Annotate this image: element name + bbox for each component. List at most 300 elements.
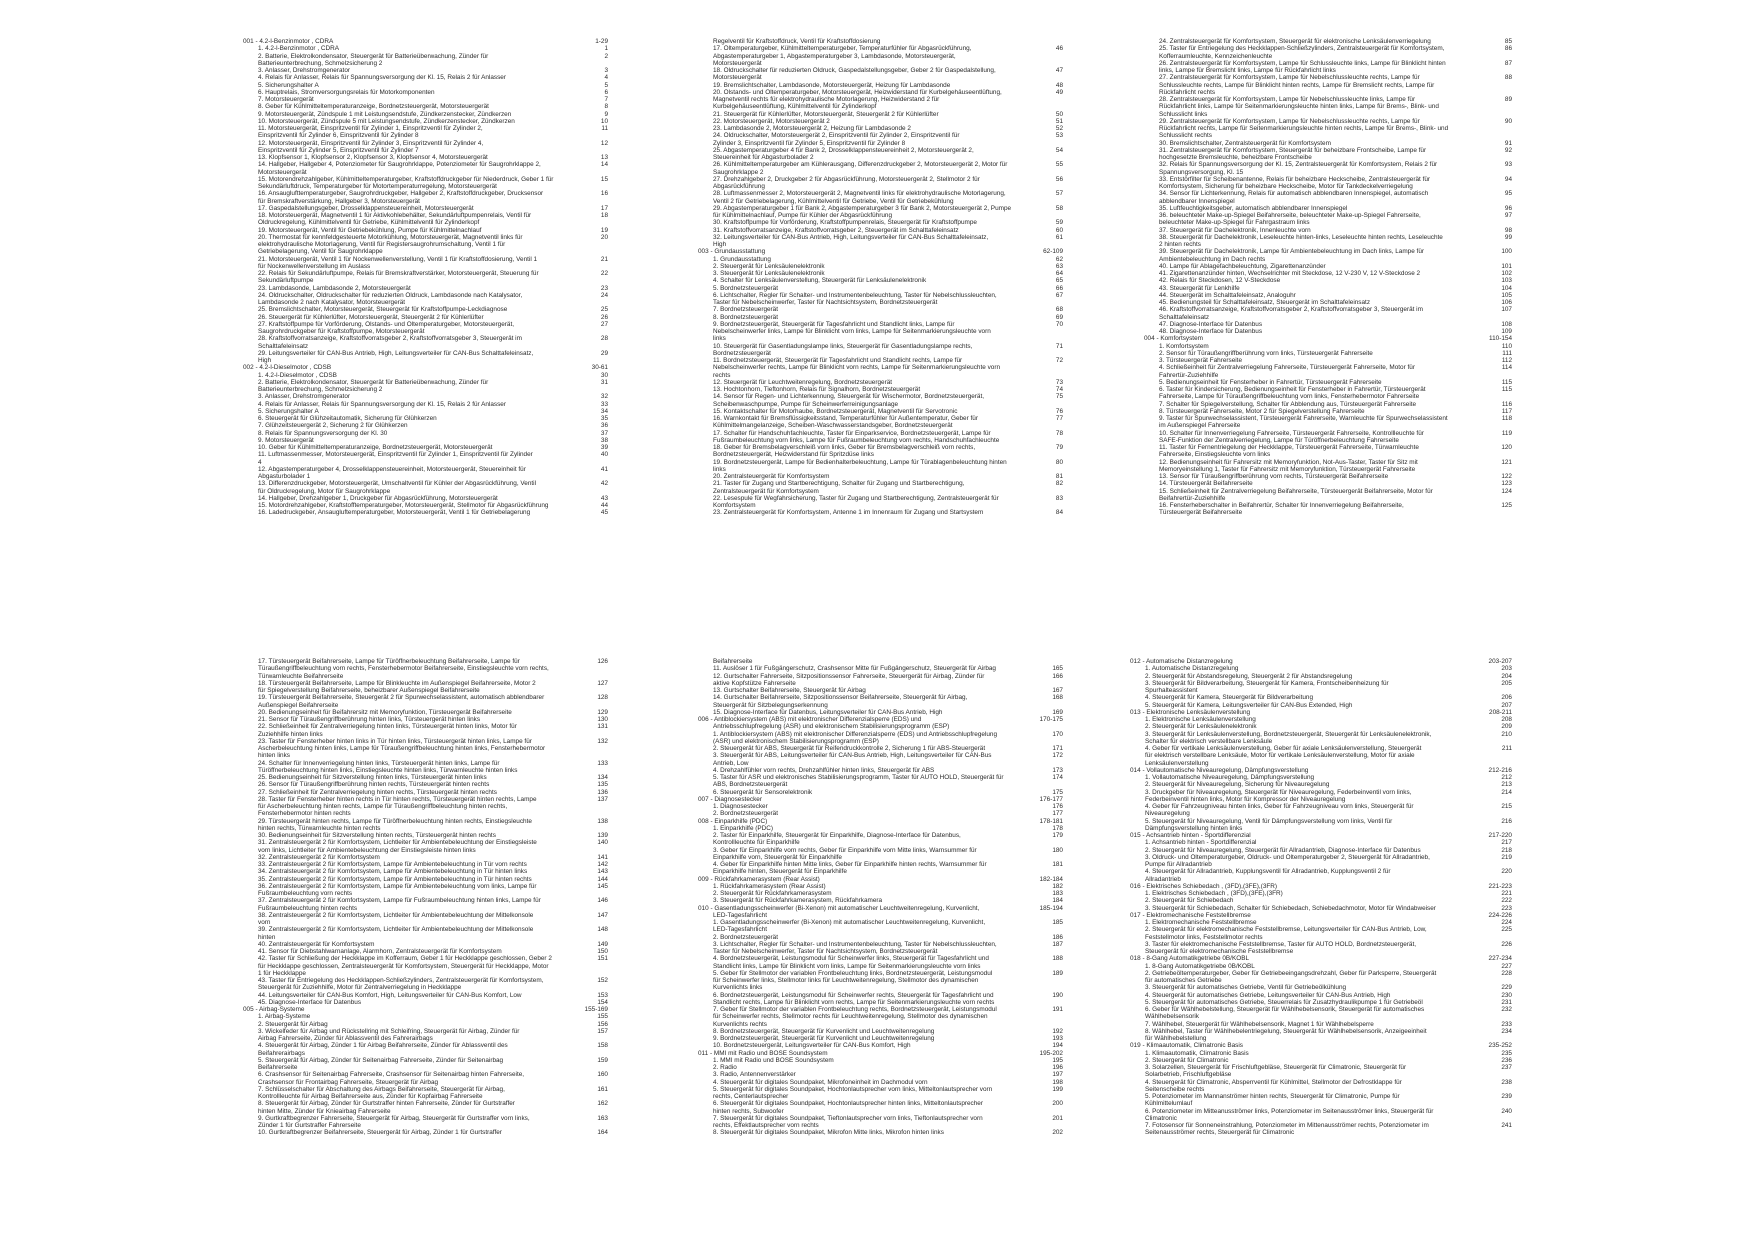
page-number: 142: [597, 861, 608, 868]
toc-entry-continuation: [1144, 451, 1512, 458]
toc-entry: [1144, 480, 1512, 487]
toc-entry: [1130, 926, 1512, 933]
entry-title: 4. Relais für Anlasser, Relais für Spannungsversorgung der Kl. 15, Relais 2 für Anlasser: [258, 74, 506, 82]
page-number: 232: [1501, 1006, 1512, 1013]
toc-entry-continuation: [698, 868, 1063, 875]
toc-entry: [1130, 1064, 1512, 1071]
entry-title: Kurvenlichts links: [713, 984, 763, 992]
entry-title: 1. Elektromechanische Feststellbremse: [1145, 919, 1257, 926]
entry-title: 4. Steuergerät für Allradantrieb, Kupplungsventil für Allradantrieb, Kupplungsventil 2 für: [1145, 868, 1391, 876]
toc-entry-continuation: [698, 702, 1063, 709]
toc-entry-continuation: [243, 328, 608, 335]
toc-entry-continuation: [243, 299, 608, 306]
entry-title: Beifahrerseite: [258, 1064, 298, 1071]
page-number: 171: [1052, 745, 1063, 752]
entry-title: vorn: [258, 919, 271, 926]
toc-entry-continuation: [243, 963, 608, 970]
toc-entry: [698, 1035, 1063, 1042]
toc-entry-continuation: [243, 803, 608, 810]
entry-title: 18. Türsteuergerät Beifahrerseite, Lampe für Blinkleuchte im Außenspiegel Beifahrerseite, Motor 2: [258, 679, 536, 687]
entry-title: hinten Mitte, Zünder für Knieairbag Fahrerseite: [258, 1107, 391, 1115]
toc-entry: [698, 941, 1063, 948]
page-number: 125: [1501, 502, 1512, 509]
entry-title: Rückfahrlicht rechts: [1159, 88, 1216, 96]
page-number: 143: [597, 868, 608, 876]
entry-title: 11. Auslöser 1 für Fußgängerschutz, Crashsensor Mitte für Fußgängerschutz, Steuergerät für Airbag: [713, 665, 996, 673]
entry-title: 16. Ladedruckgeber, Ansaugluftemperaturgeber, Motorsteuergerät, Ventil 1 für Getriebelagerung: [258, 509, 531, 517]
toc-entry-continuation: [698, 738, 1063, 745]
entry-title: 26. Zentralsteuergerät für Komfortsystem, Lampe für Schlussleuchte links, Lampe für Blinklicht hinten: [1159, 59, 1446, 67]
entry-title: 31. Zentralsteuergerät 2 für Komfortsystem, Lichtleiter für Ambientebeleuchtung der Einstiegsleiste: [258, 839, 537, 847]
entry-title: Federbeinventil hinten links, Motor für Kompressor der Niveauregelung: [1145, 795, 1346, 803]
toc-entry-continuation: [1144, 219, 1512, 226]
section-heading: [698, 796, 1063, 803]
toc-entry: [698, 745, 1063, 752]
toc-entry: [1130, 854, 1512, 861]
toc-entry: [243, 140, 608, 147]
toc-entry: [698, 270, 1063, 277]
entry-title: Rückfahrlicht rechts, Lampe für Seitenmarkierungsleuchte hinten rechts, Lampe für Brems-, Blink- und: [1159, 125, 1449, 132]
toc-entry-continuation: [698, 984, 1063, 991]
toc-entry-continuation: [243, 752, 608, 759]
entry-title: 15. Motorendrehzahlgeber, Kühlmitteltemperaturgeber, Kraftstoffdruckgeber für Niederdruck, Geber 1 für: [258, 175, 554, 183]
toc-entry: [1144, 263, 1512, 270]
entry-title: 29. Türsteuergerät hinten rechts, Lampe für Türöffnerbeleuchtung hinten rechts, Einstiegsleuchte: [258, 817, 532, 825]
toc-entry: [698, 789, 1063, 796]
entry-title: 4. Relais für Anlasser, Relais für Spannungsversorgung der Kl. 15, Relais 2 für Anlasser: [258, 400, 506, 408]
toc-entry: [243, 1021, 608, 1028]
entry-title: Memoryeinstellung 1, Taster für Fahrersitz mit Memoryfunktion, Türsteuergerät Fahrerseite: [1159, 465, 1416, 473]
entry-title: Nebelscheinwerfer links, Lampe für Blinklicht vorn links, Lampe für Seitenmarkierungsleuchte vorn: [713, 328, 991, 335]
page-number: 212: [1501, 774, 1512, 781]
entry-title: 006 - Antiblockiersystem (ABS) mit elektronischer Differenzialsperre (EDS) und: [698, 716, 922, 723]
entry-title: 21. Taster für Zugang und Startberechtigung, Schalter für Zugang und Startberechtigung,: [713, 480, 965, 488]
page-number: 201: [1052, 1114, 1063, 1122]
toc-entry: [243, 977, 608, 984]
toc-entry-continuation: [1130, 810, 1512, 817]
entry-title: hochgesetzte Bremsleuchte, beheizbare Frontscheibe: [1159, 154, 1312, 161]
entry-title: Zünder 1 für Gurtstraffer Fahrerseite: [258, 1122, 361, 1129]
toc-entry: [698, 810, 1063, 817]
page-number: 129: [597, 708, 608, 716]
toc-entry-continuation: [1144, 372, 1512, 379]
entry-title: 4. Steuergerät für automatisches Getriebe, Leitungsverteiler für CAN-Bus Antrieb, High: [1145, 991, 1391, 999]
toc-entry-continuation: [698, 103, 1063, 110]
entry-title: 4. Geber für Fahrzeugniveau hinten links, Geber für Fahrzeugniveau vorn links, Steuergerät für: [1145, 803, 1414, 810]
entry-title: Einspritzventil für Zylinder 6, Einspritzventil für Zylinder 8: [258, 132, 419, 140]
page-number: 78: [1055, 429, 1063, 437]
page-number: 115: [1501, 378, 1512, 386]
page-number: 59: [1055, 219, 1063, 227]
entry-title: aktive Kopfstütze Fahrerseite: [713, 679, 796, 687]
toc-entry: [243, 680, 608, 687]
entry-title: 5. Steuergerät für Niveauregelung, Ventil für Dämpfungsverstellung vorn links, Ventil für: [1145, 817, 1393, 825]
entry-title: 33. Entstörfilter für Scheibenantenne, Relais für beheizbare Heckscheibe, Zentralsteuergerät für: [1159, 175, 1431, 183]
entry-title: 2. Steuergerät für ABS, Steuergerät für Reifendruckkontrolle 2, Sicherung 1 für ABS-Steuergerät: [713, 745, 986, 752]
toc-entry: [698, 393, 1063, 400]
toc-entry-continuation: [698, 977, 1063, 984]
toc-entry: [698, 285, 1063, 292]
page-number: 212-216: [1488, 766, 1512, 774]
page-number: 218: [1501, 846, 1512, 854]
entry-title: 28. Taster für Fensterheber hinten rechts in Tür hinten rechts, Türsteuergerät hinten rechts, Lampe: [258, 795, 537, 803]
entry-title: 32. Zentralsteuergerät 2 für Komfortsystem: [258, 853, 380, 861]
toc-entry: [243, 854, 608, 861]
section-heading: [1130, 658, 1512, 665]
toc-entry: [698, 1086, 1063, 1093]
page-number: 19: [600, 226, 608, 234]
page-number: 16: [600, 190, 608, 198]
page-number: 91: [1504, 139, 1512, 147]
toc-entry: [243, 234, 608, 241]
entry-title: Ascherbeleuchtung hinten links, Lampe für Türaußengriffbeleuchtung hinten links, Fensterhebermotor: [258, 745, 546, 752]
entry-title: 23. Lambdasonde, Lambdasonde 2, Motorsteuergerät: [258, 284, 411, 292]
toc-entry: [1130, 999, 1512, 1006]
toc-entry-continuation: [698, 1013, 1063, 1020]
toc-entry: [698, 205, 1063, 212]
toc-entry: [1144, 38, 1512, 45]
entry-title: 014 - Vollautomatische Niveauregelung, Dämpfungsverstellung: [1130, 766, 1309, 774]
toc-entry: [243, 1013, 608, 1020]
toc-entry: [243, 1057, 608, 1064]
entry-title: Spurhalteassistent: [1145, 687, 1198, 694]
toc-entry: [243, 818, 608, 825]
toc-entry: [1130, 970, 1512, 977]
page-number: 160: [597, 1071, 608, 1079]
entry-title: 30. Bedienungseinheit für Sitzverstellung hinten rechts, Türsteuergerät hinten rechts: [258, 832, 496, 839]
toc-entry: [698, 314, 1063, 321]
page-number: 185: [1052, 919, 1063, 926]
page-number: 217-220: [1488, 832, 1512, 839]
entry-title: 17. Öltemperaturgeber, Kühlmitteltemperaturgeber, Temperaturfühler für Abgasrückführung,: [713, 45, 972, 53]
entry-title: 3. Druckgeber für Niveauregelung, Steuergerät für Niveauregelung, Federbeinventil vorn links,: [1145, 788, 1412, 796]
entry-title: 18. Geber für Bremsbelagverschleiß vorn links, Geber für Bremsbelagverschleiß vorn rechts,: [713, 444, 976, 451]
toc-entry: [1144, 292, 1512, 299]
entry-title: 3. Steuergerät für Rückfahrkamerasystem, Rückfahrkamera: [713, 897, 883, 905]
toc-entry-continuation: [243, 277, 608, 284]
page-number: 182-184: [1039, 875, 1063, 883]
entry-title: 18. Öldruckschalter für reduzierten Öldruck, Gaspedalstellungsgeber, Geber 2 für Gaspedalstellung,: [713, 67, 996, 74]
entry-title: 3. Wickelfeder für Airbag und Rückstellring mit Schleifring, Steuergerät für Airbag, Zünder für: [258, 1027, 520, 1035]
toc-entry: [243, 212, 608, 219]
page-number: 52: [1055, 125, 1063, 132]
toc-entry-continuation: [698, 183, 1063, 190]
entry-title: Bordnetzsteuergerät: [713, 349, 771, 357]
entry-title: Bordnetzsteuergerät, Heizwiderstand für Spritzdüse links: [713, 451, 874, 459]
entry-title: Ambientebeleuchtung im Dach rechts: [1159, 255, 1266, 263]
toc-entry: [243, 89, 608, 96]
toc-entry-continuation: [1130, 1035, 1512, 1042]
page-number: 172: [1052, 752, 1063, 760]
toc-entry-continuation: [1130, 796, 1512, 803]
entry-title: 2. Batterie, Elektrolkondensator, Steuergerät für Batterieüberwachung, Zünder für: [258, 378, 489, 386]
page-number: 175: [1052, 788, 1063, 796]
toc-entry: [243, 999, 608, 1006]
toc-entry: [1130, 781, 1512, 788]
page-number: 15: [600, 175, 608, 183]
page-number: 170-175: [1039, 716, 1063, 723]
page-number: 146: [597, 897, 608, 905]
page-number: 197: [1052, 1071, 1063, 1079]
toc-entry-continuation: [243, 198, 608, 205]
page-number: 155-169: [584, 1006, 608, 1013]
page-number: 36: [600, 422, 608, 430]
page-number: 84: [1055, 509, 1063, 517]
entry-title: Taster für Nebelscheinwerfer, Taster für Nachtsichtsystem, Bordnetzsteuergerät: [713, 299, 938, 306]
toc-entry: [243, 1129, 608, 1136]
toc-entry: [1144, 502, 1512, 509]
page-number: 110-154: [1489, 335, 1512, 343]
entry-title: 40. Zentralsteuergerät für Komfortsystem: [258, 940, 375, 948]
toc-entry-continuation: [1144, 393, 1512, 400]
toc-entry-continuation: [698, 839, 1063, 846]
page-number: 100: [1501, 248, 1512, 256]
entry-title: 6. Geber für Wählhebelstellung, Steuergerät für Wählhebelsensorik, Steuergerät für automatisches: [1145, 1006, 1425, 1013]
toc-entry-continuation: [1144, 183, 1512, 190]
toc-entry-continuation: [1144, 125, 1512, 132]
toc-entry-continuation: [243, 702, 608, 709]
page-number: 234: [1501, 1027, 1512, 1035]
toc-entry: [243, 408, 608, 415]
page-number: 133: [597, 759, 608, 767]
entry-title: 26. Kühlmitteltemperaturgeber am Kühlerausgang, Differenzdruckgeber 2, Motorsteuergerät 2, Motor für: [713, 161, 1008, 169]
page-number: 235-252: [1488, 1042, 1512, 1050]
page-number: 34: [600, 407, 608, 415]
toc-entry: [243, 781, 608, 788]
entry-title: 11. Bordnetzsteuergerät, Steuergerät für Tagesfahrlicht und Standlicht rechts, Lampe für: [713, 357, 963, 364]
toc-entry: [243, 1028, 608, 1035]
toc-entry: [243, 335, 608, 342]
toc-entry-continuation: [1130, 752, 1512, 759]
page-number: 22: [600, 270, 608, 277]
toc-entry: [243, 82, 608, 89]
toc-entry: [698, 934, 1063, 941]
page-number: 56: [1055, 175, 1063, 183]
toc-entry: [243, 466, 608, 473]
toc-entry: [1130, 1122, 1512, 1129]
entry-title: Türsteuergerät Beifahrerseite: [1159, 509, 1243, 517]
page-number: 6: [604, 88, 608, 96]
toc-entry: [1144, 415, 1512, 422]
entry-title: Sekundärluftpumpe: [258, 277, 314, 285]
toc-entry: [1130, 1028, 1512, 1035]
entry-title: elektrohydraulische Motorlagerung, Ventil für Registersaugrohrumschaltung, Ventil 1 für: [258, 241, 506, 248]
page-number: 30-61: [591, 364, 608, 372]
toc-entry-continuation: [1130, 738, 1512, 745]
toc-entry: [1144, 408, 1512, 415]
entry-title: 008 - Einparkhilfe (PDC): [698, 817, 768, 825]
toc-entry: [243, 118, 608, 125]
entry-title: 2. Steuergerät für Lenksäulenelektronik: [713, 262, 825, 270]
toc-entry: [698, 459, 1063, 466]
entry-title: 1. 4.2-l-Dieselmotor , CDSB: [258, 371, 337, 379]
entry-title: 1. Einparkhilfe (PDC): [713, 824, 774, 832]
entry-title: 16. Fensterheberschalter in Beifahrertür, Schalter für Innenverriegelung Beifahrerseite,: [1159, 502, 1404, 509]
toc-entry-continuation: [243, 970, 608, 977]
toc-entry-continuation: [1130, 948, 1512, 955]
toc-entry: [243, 789, 608, 796]
entry-title: 14. Hallgeber, Hallgeber 4, Potenziometer für Saugrohrklappe, Potenziometer für Saugrohrklappe 2,: [258, 161, 541, 169]
entry-title: Sekundärluftdruck, Temperaturgeber für Motortemperaturregelung, Motorsteuergerät: [258, 183, 497, 190]
page-number: 206: [1501, 694, 1512, 702]
entry-title: 43. Steuergerät für Lenkhilfe: [1159, 284, 1240, 292]
page-number: 45: [600, 509, 608, 517]
entry-title: für Scheinwerfer rechts, Stellmotor rechts für Leuchtweitenregelung, Stellmotor des dynamischen: [713, 1013, 988, 1021]
toc-entry: [1130, 847, 1512, 854]
page-number: 33: [600, 400, 608, 408]
page-number: 203-207: [1488, 658, 1512, 665]
entry-title: Antrieb, Low: [713, 759, 749, 767]
page-number: 61: [1055, 233, 1063, 241]
toc-entry: [1130, 1021, 1512, 1028]
section-heading: [243, 38, 608, 45]
toc-entry: [1144, 386, 1512, 393]
entry-title: 34. Zentralsteuergerät 2 für Komfortsystem, Lampe für Ambientebeleuchtung in Tür hinten links: [258, 868, 528, 876]
toc-entry-continuation: [698, 140, 1063, 147]
entry-title: 25. Bremslichtschalter, Motorsteuergerät, Steuergerät für Kraftstoffpumpe-Leckdiagnose: [258, 306, 508, 314]
page-number: 5: [604, 81, 608, 89]
toc-entry: [698, 825, 1063, 832]
toc-entry: [243, 876, 608, 883]
entry-title: 28. Kraftstoffvorratsanzeige, Kraftstoffvorratsgeber 2, Kraftstoffvorratsgeber 3, Steuergerät im: [258, 335, 522, 343]
page-number: 192: [1052, 1027, 1063, 1035]
toc-entry: [698, 480, 1063, 487]
entry-title: 7. Schlüsselschalter für Abschaltung des Airbags Beifahrerseite, Steuergerät für Airbag,: [258, 1085, 505, 1093]
toc-entry: [1130, 897, 1512, 904]
toc-entry: [698, 234, 1063, 241]
entry-title: Standlicht rechts, Lampe für Blinklicht vorn rechts, Lampe für Seitenmarkierungsleuchte vorn rechts: [713, 998, 995, 1006]
page-number: 173: [1052, 766, 1063, 774]
entry-title: 25. Taster für Entriegelung des Heckklappen-Schließzylinders, Zentralsteuergerät für Komfortsystem,: [1159, 45, 1445, 53]
entry-title: 6. Hauptrelais, Stromversorgungsrelais für Motorkomponenten: [258, 88, 435, 96]
entry-title: Steuereinheit für Abgasturbolader 2: [713, 154, 814, 161]
toc-entry: [1130, 1079, 1512, 1086]
toc-entry: [1130, 774, 1512, 781]
toc-entry: [698, 147, 1063, 154]
toc-entry-continuation: [243, 919, 608, 926]
page-number: 53: [1055, 132, 1063, 140]
entry-title: Komfortsystem, Sicherung für beheizbare Heckscheibe, Motor für Tankdeckelverriegelung: [1159, 183, 1413, 190]
page-number: 156: [597, 1020, 608, 1028]
entry-title: rechts: [713, 371, 731, 379]
entry-title: Steuergerät für elektromechanische Feststellbremse: [1145, 948, 1294, 955]
entry-title: Getriebelagerung, Ventil für Saugrohrklappe: [258, 248, 383, 256]
toc-entry: [698, 321, 1063, 328]
page-number: 62-109: [1043, 248, 1063, 256]
toc-entry-continuation: [243, 473, 608, 480]
toc-entry-continuation: [1144, 509, 1512, 516]
toc-entry: [1144, 285, 1512, 292]
page-number: 13: [600, 154, 608, 161]
entry-title: Beifahrertür-Zuziehhilfe: [1159, 494, 1226, 502]
entry-title: 5. Geber für Stellmotor der variablen Frontbeleuchtung links, Bordnetzsteuergerät, Leistungsmodul: [713, 969, 993, 977]
toc-entry: [243, 926, 608, 933]
toc-entry: [1130, 716, 1512, 723]
page-number: 72: [1055, 357, 1063, 364]
entry-title: 6. Steuergerät für Sensorelektronik: [713, 788, 813, 796]
entry-title: Motorsteuergerät: [713, 59, 762, 67]
toc-entry: [1144, 350, 1512, 357]
entry-title: 3. Geber für Einparkhilfe vorn rechts, Geber für Einparkhilfe vorn Mitte links, Warnsummer für: [713, 846, 977, 854]
toc-entry-continuation: [698, 963, 1063, 970]
entry-title: 3. Türsteuergerät Fahrerseite: [1159, 357, 1243, 364]
entry-title: 9. Bordnetzsteuergerät, Steuergerät für Tagesfahrlicht und Standlicht links, Lampe für: [713, 320, 955, 328]
page-number: 191: [1052, 1006, 1063, 1013]
page-number: 112: [1501, 357, 1512, 364]
entry-title: 19. Türsteuergerät Beifahrerseite, Steuergerät 2 für Spurwechselassistent, automatisch abblendbarer: [258, 694, 545, 702]
entry-title: 17. Schalter für Handschuhfachleuchte, Taster für Einparkservice, Bordnetzsteuergerät, Lampe für: [713, 429, 991, 437]
page-number: 57: [1055, 190, 1063, 198]
entry-title: 6. Steuergerät für Glühzeitautomatik, Sicherung für Glühkerzen: [258, 415, 437, 422]
entry-title: 19. Bremslichtschalter, Lambdasonde, Motorsteuergerät, Heizung für Lambdasonde: [713, 81, 951, 89]
entry-title: 7. Wählhebel, Steuergerät für Wählhebelsensorik, Magnet 1 für Wählhebelsperre: [1145, 1020, 1374, 1028]
page-number: 9: [604, 110, 608, 118]
entry-title: 4. Steuergerät für Airbag, Zünder 1 für Airbag Beifahrerseite, Zünder für Ablassventil des: [258, 1042, 508, 1050]
toc-entry-continuation: [1144, 103, 1512, 110]
page-number: 54: [1055, 146, 1063, 154]
entry-title: Schlussleuchte rechts, Lampe für Blinklicht hinten rechts, Lampe für Bremslicht rechts, Lampe für: [1159, 81, 1435, 89]
entry-title: 9. Gurtkraftbegrenzer Fahrerseite, Steuergerät für Airbag, Steuergerät für Gurtstraffer vorn links,: [258, 1114, 530, 1122]
page-number: 144: [597, 875, 608, 883]
section-heading: [243, 1006, 608, 1013]
entry-title: 24. Schalter für Innenverriegelung hinten links, Türsteuergerät hinten links, Lampe für: [258, 759, 500, 767]
entry-title: Kontrollleuchte für Airbag Beifahrerseite aus, Zünder für Kopfairbag Fahrerseite: [258, 1093, 483, 1100]
toc-entry: [1144, 306, 1512, 313]
toc-entry: [1144, 161, 1512, 168]
toc-entry-continuation: [1144, 256, 1512, 263]
page-number: 119: [1501, 429, 1512, 437]
toc-entry: [698, 132, 1063, 139]
entry-title: hinten links: [258, 752, 290, 760]
entry-title: Türaußengriffbeleuchtung vorn rechts, Fensterhebermotor Beifahrerseite, Einstiegsleuchte vorn rechts,: [258, 665, 549, 673]
entry-title: 2. Bordnetzsteuergerät: [713, 933, 779, 941]
toc-entry: [698, 408, 1063, 415]
toc-entry: [1144, 147, 1512, 154]
page-number: 131: [597, 723, 608, 731]
page-number: 176-177: [1039, 795, 1063, 803]
entry-title: 26. Steuergerät für Kühlerlüfter, Motorsteuergerät, Steuergerät 2 für Kühlerlüfter: [258, 313, 484, 321]
entry-title: Türwarnleuchte Beifahrerseite: [258, 672, 344, 680]
page-number: 139: [597, 832, 608, 839]
toc-entry-continuation: [698, 1093, 1063, 1100]
toc-entry: [243, 161, 608, 168]
toc-entry: [1144, 488, 1512, 495]
toc-entry: [698, 67, 1063, 74]
entry-title: 15. Schließeinheit für Zentralverriegelung Beifahrerseite, Türsteuergerät Beifahrerseite, Motor für: [1159, 487, 1433, 495]
entry-title: 13. Sensor für Türaußengriffberührung vorn rechts, Türsteuergerät Beifahrerseite: [1159, 473, 1389, 480]
toc-entry-continuation: [243, 1064, 608, 1071]
toc-entry: [243, 444, 608, 451]
entry-title: 20. Ölstands- und Öltemperaturgeber, Motorsteuergerät, Heizwiderstand für Kurbelgehäuseentlüftung,: [713, 88, 1002, 96]
page-number: 4: [604, 74, 608, 82]
entry-title: Einparkhilfe vorn, Steuergerät für Einparkhilfe: [713, 853, 842, 861]
page-number: 41: [600, 465, 608, 473]
entry-title: Einspritzventil für Zylinder 5, Einspritzventil für Zylinder 7: [258, 146, 419, 154]
entry-title: 7. Bordnetzsteuergerät: [713, 306, 779, 314]
toc-entry-continuation: [243, 169, 608, 176]
page-number: 115: [1501, 386, 1512, 393]
entry-title: (ASR) und elektronischem Stabilisierungsprogramm (ESP): [713, 737, 879, 745]
toc-entry-continuation: [243, 731, 608, 738]
page-number: 180: [1052, 846, 1063, 854]
toc-entry: [698, 1079, 1063, 1086]
entry-title: 1. Airbag-Systeme: [258, 1013, 311, 1021]
entry-title: SAFE-Funktion der Zentralverriegelung, Lampe für Türöffnerbeleuchtung Fahrerseite: [1159, 436, 1399, 444]
entry-title: Niveauregelung: [1145, 810, 1190, 818]
section-heading: [243, 364, 608, 371]
toc-entry: [243, 451, 608, 458]
page-number: 224: [1501, 919, 1512, 926]
